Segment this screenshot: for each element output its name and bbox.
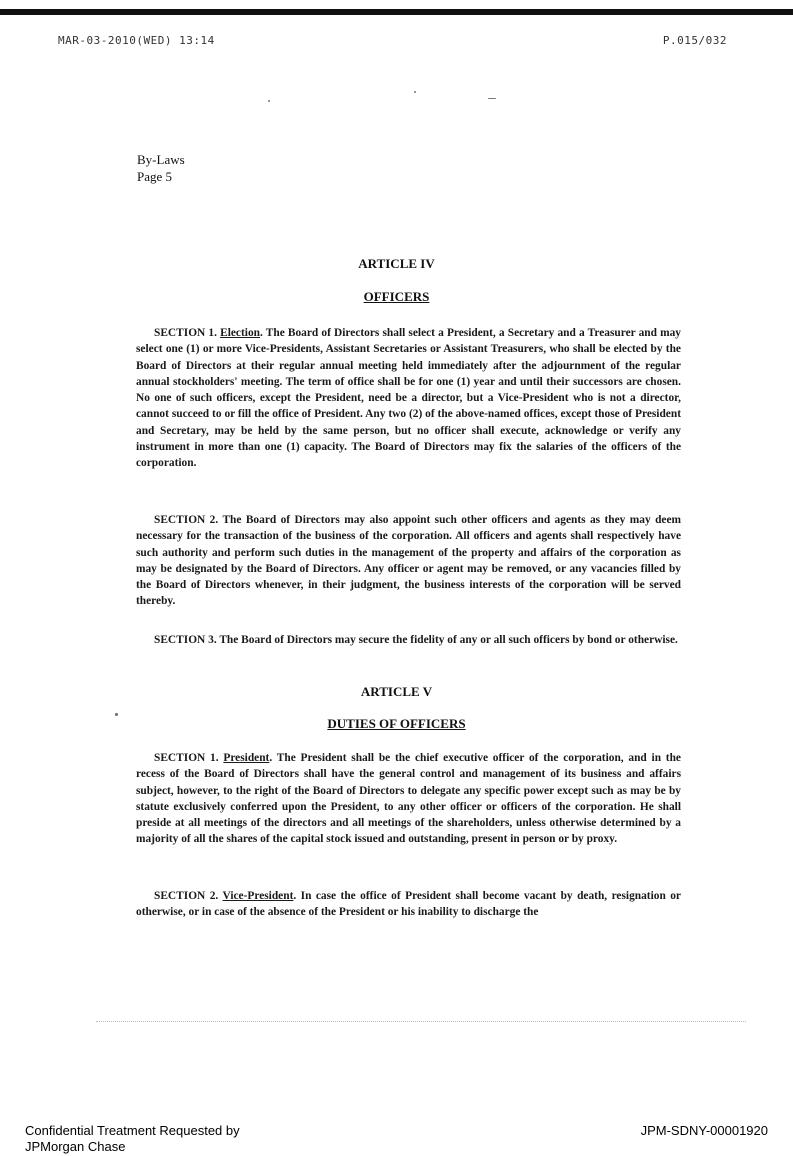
scan-noise-line: [96, 1021, 746, 1022]
article-4-title: ARTICLE IV: [358, 256, 435, 271]
article-5-section-2: SECTION 2. Vice-President. In case the office of President shall become vacant by death, resignation or otherwise, or in case of the absence of the President or his inability to discharge the: [136, 890, 681, 919]
article-5-section-1: SECTION 1. President. The President shall be the chief executive officer of the corporation, and in the recess of the Board of Directors shall have the general control and management of its business and affairs subject, however, to the right of the Board of Directors to delegate any specific power except such as may be by statute exclusively conferred upon the President, to any other officer or officers of the corporation. He shall preside at all meetings of the directors and all meetings of the shareholders, unless otherwise determined by a majority of all the shares of the capital stock issued and outstanding, present in person or by proxy.: [136, 752, 681, 846]
article-5-title: ARTICLE V: [360, 684, 433, 699]
section-heading: Election: [220, 327, 260, 339]
section-heading: President: [223, 752, 270, 764]
article-5-subtitle: DUTIES OF OFFICERS: [327, 716, 466, 731]
fax-page-number: P.015/032: [662, 34, 727, 47]
scan-speck: [414, 91, 416, 93]
document-header: [137, 151, 185, 185]
fax-top-border: [0, 9, 793, 15]
article-4-subtitle: OFFICERS: [363, 289, 430, 304]
scan-speck: [488, 98, 496, 99]
article-4-section-2: SECTION 2. The Board of Directors may also appoint such other officers and agents as they may deem necessary for the transaction of the business of the corporation. All officers and agents shall respectively have such authority and perform such duties in the management of the property and affairs of the corporation as may be designated by the Board of Directors. Any officer or agent may be removed, or any vacancies filled by the Board of Directors whenever, in their judgment, the business interests of the corporation will be served thereby.: [136, 514, 681, 608]
article-4-section-3: SECTION 3. The Board of Directors may secure the fidelity of any or all such officers by bond or otherwise.: [154, 634, 678, 646]
bates-number: JPM-SDNY-00001920: [640, 1123, 768, 1138]
article-4-section-1: SECTION 1. Election. The Board of Directors shall select a President, a Secretary and a Treasurer and may select one (1) or more Vice-Presidents, Assistant Secretaries or Assistant Treasurers, who shall be elected by the Board of Directors at their regular annual meeting held immediately after the adjournment of the regular annual stockholders' meeting. The term of office shall be for one (1) year and until their successors are chosen. No one of such officers, except the President, need be a director, but a Vice-President who is not a director, cannot succeed to or fill the office of President. Any two (2) of the above-named offices, except those of President and Secretary, may be held by the same person, but no officer shall execute, acknowledge or verify any instrument in more than one (1) capacity. The Board of Directors may fix the salaries of the officers of the corporation.: [136, 327, 681, 470]
confidential-notice: Confidential Treatment Requested by JPMorgan Chase: [25, 1123, 240, 1154]
scan-speck: [268, 100, 270, 102]
doc-title: By-Laws: [137, 152, 185, 167]
doc-page: Page 5: [137, 169, 173, 184]
section-heading: Vice-President: [222, 890, 294, 902]
fax-timestamp: MAR-03-2010(WED) 13:14: [58, 34, 215, 47]
